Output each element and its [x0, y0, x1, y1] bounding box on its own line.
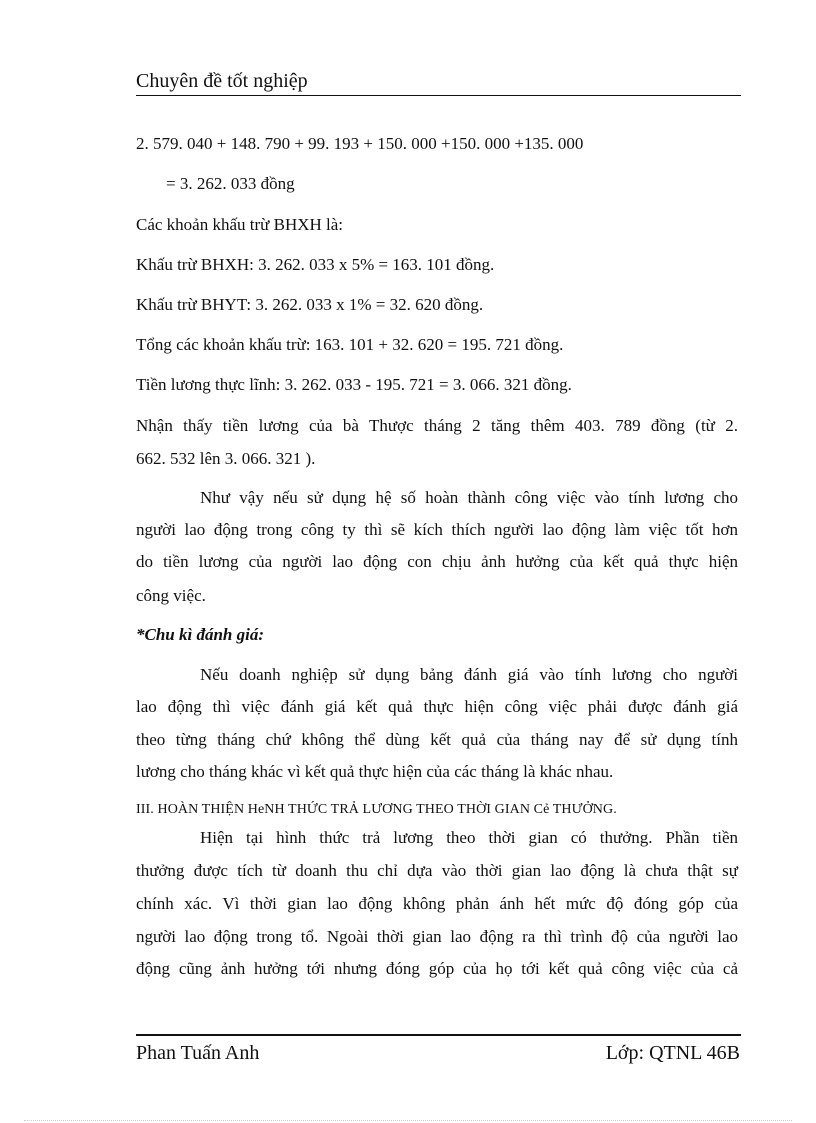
header-title: Chuyên đề tốt nghiệp — [136, 70, 308, 92]
footer-author: Phan Tuấn Anh — [136, 1042, 260, 1064]
conclusion-line-2: người lao động trong công ty thì sẽ kích thích người lao động làm việc tốt hơn — [136, 520, 738, 539]
footer-class: Lớp: QTNL 46B — [605, 1042, 740, 1064]
section-heading: III. HOÀN THIỆN HeNH THỨC TRẢ LƯƠNG THEO THỜI GIAN Cẻ THƯỞNG. — [136, 802, 617, 817]
deductions-title: Các khoản khấu trừ BHXH là: — [136, 215, 344, 234]
observation-line-2: 662. 532 lên 3. 066. 321 ). — [136, 449, 316, 468]
cycle-line-2: lao động thì việc đánh giá kết quả thực hiện công việc phải được đánh giá — [136, 697, 738, 716]
section-line-4: người lao động trong tổ. Ngoài thời gian lao động ra thì trình độ của người lao — [136, 927, 738, 946]
observation-line-1: Nhận thấy tiền lương của bà Thược tháng 2 tăng thêm 403. 789 đồng (từ 2. — [136, 416, 738, 435]
conclusion-line-1: Như vậy nếu sử dụng hệ số hoàn thành công việc vào tính lương cho — [200, 488, 738, 507]
cycle-line-3: theo từng tháng chứ không thể dùng kết quả của tháng nay để sử dụng tính — [136, 730, 738, 749]
footer-divider — [136, 1034, 741, 1036]
section-line-2: thưởng được tích từ doanh thu chỉ dựa vào thời gian lao động là chưa thật sự — [136, 861, 738, 880]
section-line-5: động cũng ảnh hưởng tới nhưng đóng góp của họ tới kết quả công việc của cả — [136, 959, 738, 978]
sum-line: 2. 579. 040 + 148. 790 + 99. 193 + 150. 000 +150. 000 +135. 000 — [136, 134, 584, 153]
conclusion-line-3: do tiền lương của người lao động con chịu ảnh hưởng của kết quả thực hiện — [136, 552, 738, 571]
total-deduction-line: Tổng các khoản khấu trừ: 163. 101 + 32. 620 = 195. 721 đồng. — [136, 335, 564, 354]
bhyt-line: Khấu trừ BHYT: 3. 262. 033 x 1% = 32. 620 đồng. — [136, 295, 484, 314]
bhxh-line: Khấu trừ BHXH: 3. 262. 033 x 5% = 163. 101 đồng. — [136, 255, 495, 274]
cycle-line-1: Nếu doanh nghiệp sử dụng bảng đánh giá vào tính lương cho người — [200, 665, 738, 684]
conclusion-line-4: công việc. — [136, 586, 206, 605]
section-line-1: Hiện tại hình thức trả lương theo thời gian có thưởng. Phần tiền — [200, 828, 738, 847]
total-line: = 3. 262. 033 đồng — [166, 174, 295, 193]
section-line-3: chính xác. Vì thời gian lao động không phản ánh hết mức độ đóng góp của — [136, 894, 738, 913]
net-salary-line: Tiền lương thực lĩnh: 3. 262. 033 - 195. 721 = 3. 066. 321 đồng. — [136, 375, 572, 394]
cycle-line-4: lương cho tháng khác vì kết quả thực hiện của các tháng là khác nhau. — [136, 762, 614, 781]
header-divider — [136, 95, 741, 96]
page-edge-divider — [24, 1120, 792, 1121]
cycle-heading: *Chu kì đánh giá: — [136, 625, 265, 644]
